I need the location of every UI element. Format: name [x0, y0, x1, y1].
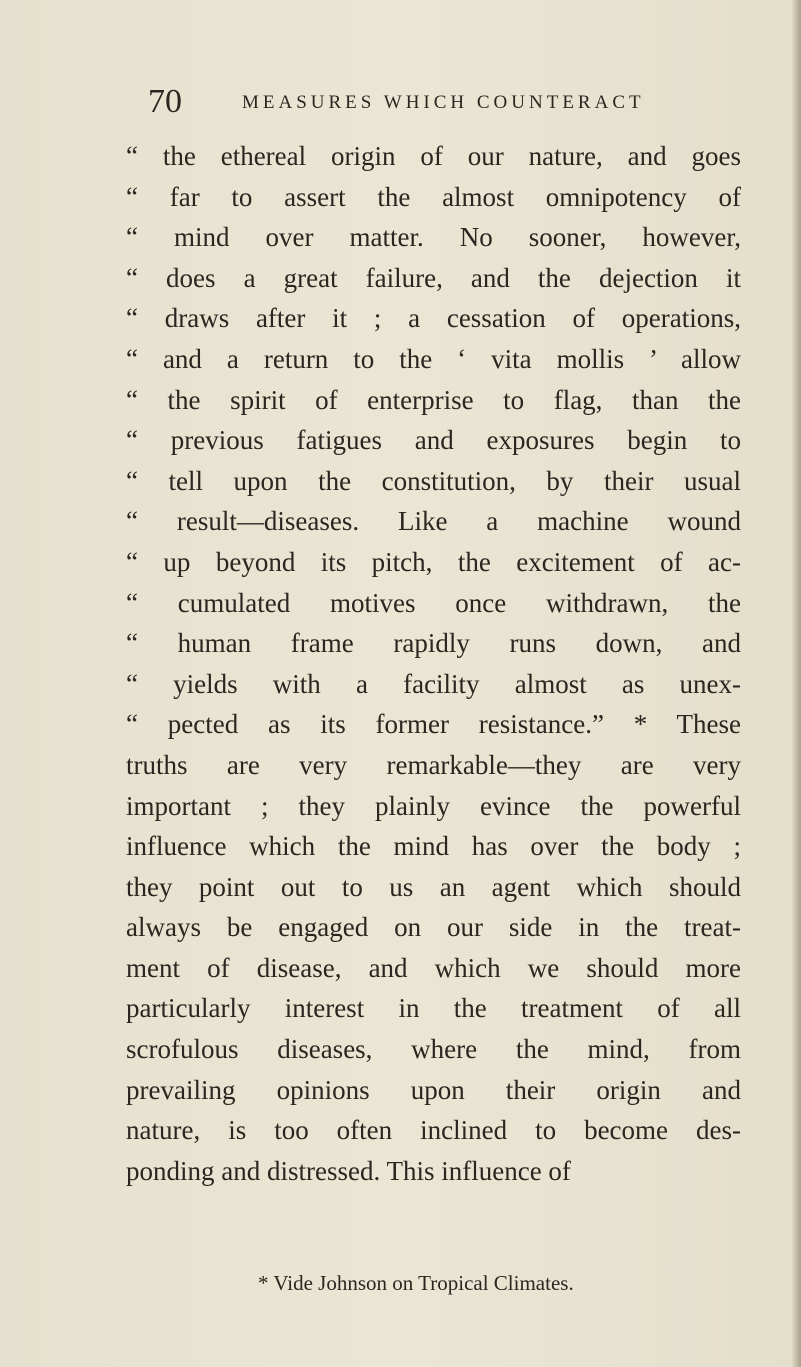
- text-line: prevailing opinions upon their origin and: [126, 1074, 741, 1105]
- text-line: “ mind over matter. No sooner, however,: [126, 222, 741, 253]
- text-line: particularly interest in the treatment of all: [126, 993, 741, 1024]
- text-line: they point out to us an agent which should: [126, 871, 741, 902]
- text-line: “ cumulated motives once withdrawn, the: [126, 587, 741, 618]
- text-line: ment of disease, and which we should more: [126, 952, 741, 983]
- text-line: influence which the mind has over the body ;: [126, 831, 741, 862]
- text-line: “ pected as its former resistance.” * These: [126, 709, 741, 740]
- text-line: nature, is too often inclined to become des-: [126, 1115, 741, 1146]
- text-line: “ up beyond its pitch, the excitement of ac-: [126, 546, 741, 577]
- text-line: scrofulous diseases, where the mind, from: [126, 1034, 741, 1065]
- text-line: important ; they plainly evince the powerful: [126, 790, 741, 821]
- text-line: “ tell upon the constitution, by their usual: [126, 465, 741, 496]
- running-header: [148, 80, 708, 124]
- text-line: “ and a return to the ‘ vita mollis ’ allow: [126, 343, 741, 374]
- text-line: ponding and distressed. This influence of: [126, 1155, 571, 1186]
- page-number: 70: [148, 83, 182, 120]
- text-line: “ far to assert the almost omnipotency of: [126, 181, 741, 212]
- text-line: “ human frame rapidly runs down, and: [126, 628, 741, 659]
- text-line: “ draws after it ; a cessation of operations,: [126, 303, 741, 334]
- text-line: always be engaged on our side in the treat-: [126, 912, 741, 943]
- text-line: “ yields with a facility almost as unex-: [126, 668, 741, 699]
- text-line: “ does a great failure, and the dejection it: [126, 262, 741, 293]
- page-edge-shadow: [791, 0, 801, 1367]
- running-title: MEASURES WHICH COUNTERACT: [242, 92, 645, 113]
- text-line: “ result—diseases. Like a machine wound: [126, 506, 741, 537]
- body-text: [126, 136, 741, 1191]
- footnote: * Vide Johnson on Tropical Climates.: [258, 1271, 574, 1295]
- text-line: “ the spirit of enterprise to flag, than the: [126, 384, 741, 415]
- text-line: truths are very remarkable—they are very: [126, 749, 741, 780]
- text-line: “ the ethereal origin of our nature, and goes: [126, 141, 741, 171]
- text-line: “ previous fatigues and exposures begin to: [126, 425, 741, 456]
